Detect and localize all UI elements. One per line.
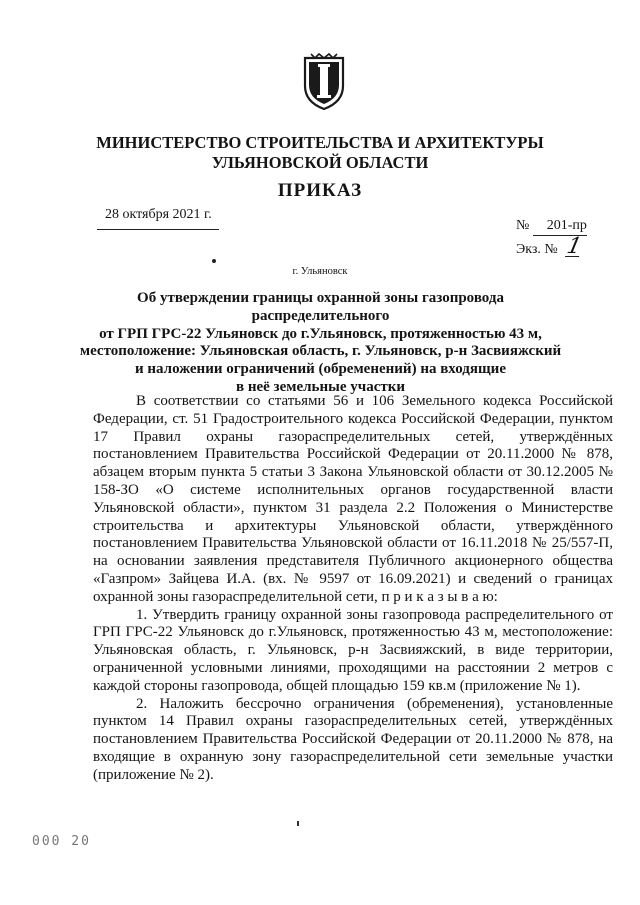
ministry-line-2: УЛЬЯНОВСКОЙ ОБЛАСТИ xyxy=(211,153,429,172)
date-underline xyxy=(97,229,219,230)
page-stamp: 000 20 xyxy=(32,834,91,849)
copy-number-value: 1 xyxy=(564,234,585,259)
order-number-value: 201-пр xyxy=(533,218,587,236)
ministry-line-1: МИНИСТЕРСТВО СТРОИТЕЛЬСТВА И АРХИТЕКТУРЫ xyxy=(96,133,544,152)
order-subject xyxy=(78,290,563,397)
ministry-name xyxy=(80,133,560,173)
stray-dot xyxy=(212,259,216,263)
subject-line-5: в неё земельные участки xyxy=(236,378,405,395)
coat-of-arms-icon xyxy=(301,52,347,112)
copy-number-label: Экз. № xyxy=(516,242,558,257)
order-number-label: № xyxy=(516,218,530,233)
order-item-2: 2. Наложить бессрочно ограничения (обременения), установленные пунктом 14 Правил охраны газораспределительных сетей, утверждённых постановлением Правительства Российской Федерации от 20.11.2000 № 878, на входящие в охранную зону газораспределительной сети земельные участки (приложение № 2). xyxy=(93,695,613,783)
subject-line-3: местоположение: Ульяновская область, г. Ульяновск, р-н Засвияжский xyxy=(79,343,562,360)
city: г. Ульяновск xyxy=(292,266,348,277)
order-date: 28 октября 2021 г. xyxy=(105,207,212,222)
doc-type-title: ПРИКАЗ xyxy=(277,180,363,201)
preamble-paragraph: В соответствии со статьями 56 и 106 Земельного кодекса Российской Федерации, ст. 51 Градостроительного кодекса Российской Федерации, пунктом 17 Правил охраны газораспределительных сетей, утверждённых постановлением Правительства Российской Федерации от 20.11.2000 № 878, абзацем вторым пункта 5 статьи 3 Закона Ульяновской области от 30.12.2005 № 158-ЗО «О системе исполнительных органов государственной власти Ульяновской области», пунктом 31 раздела 2.2 Положения о Министерстве строительства и архитектуры Ульяновской области, утверждённого постановлением Правительства Ульяновской области от 16.11.2018 № 25/557-П, на основании заявления представителя Публичного акционерного общества «Газпром» Зайцева И.А. (вх. № 9597 от 16.09.2021) и сведений о границах охранной зоны газораспределительной сети, п р и к а з ы в а ю: xyxy=(93,393,613,605)
stray-mark xyxy=(297,821,299,826)
order-item-1: 1. Утвердить границу охранной зоны газопровода распределительного от ГРП ГРС-22 Ульяновск до г.Ульяновск, протяженностью 43 м, местоположение: Ульяновская область, г. Ульяновск, р-н Засвияжский, в виде территории, ограниченной условными линиями, проходящими на расстоянии 2 метров с каждой стороны газопровода, общей площадью 159 кв.м (приложение № 1). xyxy=(93,606,613,694)
subject-line-4: и наложении ограничений (обременений) на входящие xyxy=(135,361,506,378)
subject-line-2: от ГРП ГРС-22 Ульяновск до г.Ульяновск, протяженностью 43 м, xyxy=(99,325,542,342)
order-body xyxy=(93,393,613,785)
copy-number xyxy=(516,234,585,259)
subject-line-1: Об утверждении границы охранной зоны газопровода распределительного xyxy=(137,290,504,324)
